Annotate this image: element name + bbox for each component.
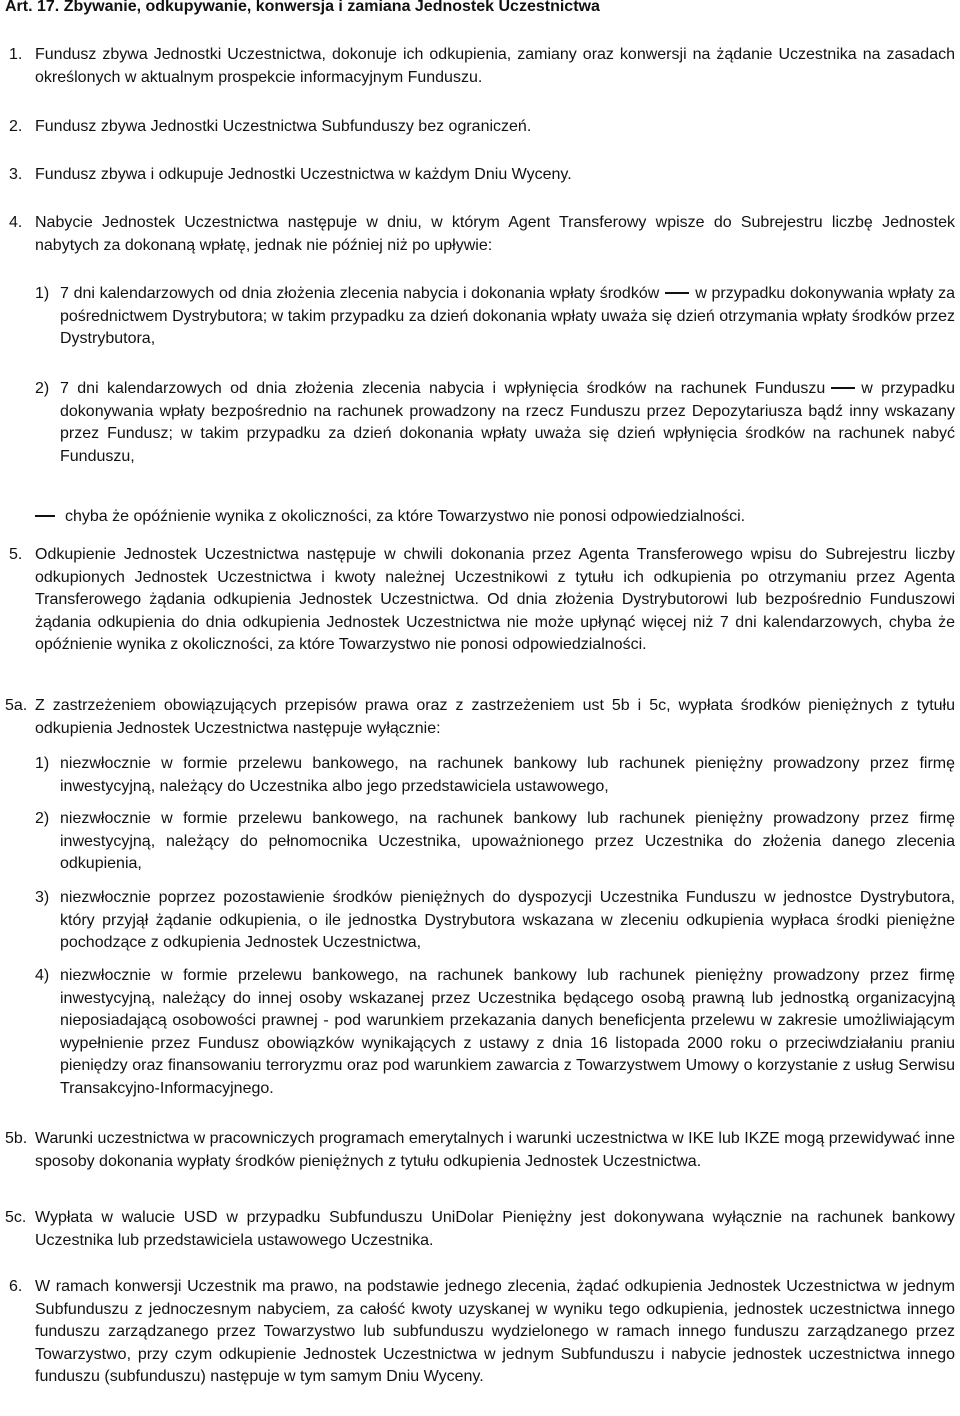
list-item-number: 2) bbox=[35, 380, 50, 397]
list-item-text-part: 7 dni kalendarzowych od dnia złożenia zlecenia nabycia i dokonania wpłaty środków bbox=[60, 285, 660, 302]
paragraph-text: Fundusz zbywa Jednostki Uczestnictwa, dokonuje ich odkupienia, zamiany oraz konwersji na żądanie Uczestnika na zasadach określonych w aktualnym prospekcie informacyjnym Funduszu. bbox=[35, 46, 955, 86]
paragraph-number: 5b. bbox=[5, 1130, 28, 1147]
paragraph-text: Fundusz zbywa i odkupuje Jednostki Uczestnictwa w każdym Dniu Wyceny. bbox=[35, 166, 572, 183]
list-item-number: 2) bbox=[35, 810, 50, 827]
list-item-text bbox=[60, 283, 955, 351]
article-title: Art. 17. Zbywanie, odkupywanie, konwersja i zamiana Jednostek Uczestnictwa bbox=[5, 0, 600, 15]
paragraph-text: W ramach konwersji Uczestnik ma prawo, na podstawie jednego zlecenia, żądać odkupienia Jednostek Uczestnictwa w jednym Subfunduszu z jednoczesnym nabyciem, za całość kwoty uzyskanej w wyniku tego odkupienia, jednostek uczestnictwa innego funduszu zarządzanego przez Towarzystwo lub subfunduszu wydzielonego w ramach innego funduszu zarządzanego przez Towarzystwo, przy czym odkupienie Jednostek Uczestnictwa w jednym Subfunduszu i nabycie jednostek uczestnictwa innego funduszu (subfunduszu) następuje w tym samym Dniu Wyceny. bbox=[35, 1278, 955, 1386]
list-item-text: niezwłocznie poprzez pozostawienie środków pieniężnych do dyspozycji Uczestnika Funduszu w jednostce Dystrybutora, który przyjął żądanie odkupienia, o ile jednostka Dystrybutora wskazana w zleceniu odkupienia wypłaca środki pieniężne pochodzące z odkupienia Jednostek Uczestnictwa, bbox=[60, 889, 955, 952]
paragraph-number: 5a. bbox=[5, 697, 28, 714]
paragraph-number: 4. bbox=[9, 214, 23, 231]
paragraph-text: Warunki uczestnictwa w pracowniczych programach emerytalnych i warunki uczestnictwa w IKE lub IKZE mogą przewidywać inne sposoby dokonania wypłaty środków pieniężnych z tytułu odkupienia Jednostek Uczestnictwa. bbox=[35, 1130, 955, 1170]
paragraph-tail bbox=[35, 506, 745, 529]
list-item-number: 1) bbox=[35, 755, 50, 772]
paragraph-text: Z zastrzeżeniem obowiązujących przepisów prawa oraz z zastrzeżeniem ust 5b i 5c, wypłata środków pieniężnych z tytułu odkupienia Jednostek Uczestnictwa następuje wyłącznie: bbox=[35, 697, 955, 737]
paragraph-number: 2. bbox=[9, 118, 23, 135]
list-item-number: 3) bbox=[35, 889, 50, 906]
list-item-number: 1) bbox=[35, 285, 50, 302]
list-item-number: 4) bbox=[35, 967, 50, 984]
paragraph-number: 6. bbox=[9, 1278, 23, 1295]
paragraph-text: Fundusz zbywa Jednostki Uczestnictwa Subfunduszy bez ograniczeń. bbox=[35, 118, 532, 135]
list-item-text: niezwłocznie w formie przelewu bankowego, na rachunek bankowy lub rachunek pieniężny prowadzony przez firmę inwestycyjną, należący do innej osoby wskazanej przez Uczestnika będącego osobą prawną lub jednostką organizacyjną nieposiadającą osobowości prawnej - pod warunkiem przekazania danych beneficjenta przelewu w zakresie umożliwiającym wypełnienie przez Fundusz obowiązków wynikających z ustawy z dnia 16 listopada 2000 roku o przeciwdziałaniu praniu pieniędzy oraz finansowaniu terroryzmu oraz pod warunkiem zawarcia z Towarzystwem Umowy o korzystanie z usług Serwisu Transakcyjno-Informacyjnego. bbox=[60, 967, 955, 1097]
list-item-text bbox=[60, 378, 955, 468]
paragraph-text: Wypłata w walucie USD w przypadku Subfunduszu UniDolar Pieniężny jest dokonywana wyłącznie na rachunek bankowy Uczestnika lub przedstawiciela ustawowego Uczestnika. bbox=[35, 1209, 955, 1249]
paragraph-tail-text: chyba że opóźnienie wynika z okoliczności, za które Towarzystwo nie ponosi odpowiedzialności. bbox=[65, 508, 746, 525]
list-item-text-part: w przypadku dokonywania wpłaty za pośrednictwem Dystrybutora; w takim przypadku za dzień dokonania wpłaty uważa się dzień otrzymania wpłaty środków przez Dystrybutora, bbox=[60, 285, 955, 348]
paragraph-text: Nabycie Jednostek Uczestnictwa następuje w dniu, w którym Agent Transferowy wpisze do Subrejestru liczbę Jednostek nabytych za dokonaną wpłatę, jednak nie później niż po upływie: bbox=[35, 214, 955, 254]
paragraph-number: 1. bbox=[9, 46, 23, 63]
paragraph-number: 3. bbox=[9, 166, 23, 183]
list-item-text: niezwłocznie w formie przelewu bankowego, na rachunek bankowy lub rachunek pieniężny prowadzony przez firmę inwestycyjną, należący do pełnomocnika Uczestnika, upoważnionego przez Uczestnika do złożenia danego zlecenia odkupienia, bbox=[60, 810, 955, 873]
dash-separator bbox=[831, 387, 855, 389]
list-item-text-part: w przypadku dokonywania wpłaty bezpośrednio na rachunek prowadzony na rzecz Funduszu przez Depozytariusza bądź inny wskazany przez Fundusz; w takim przypadku za dzień dokonania wpłaty uważa się dzień wpłynięcia środków na rachunek nabyć Funduszu, bbox=[60, 380, 955, 465]
dash-separator bbox=[665, 292, 689, 294]
paragraph-number: 5. bbox=[9, 546, 23, 563]
paragraph-text: Odkupienie Jednostek Uczestnictwa następuje w chwili dokonania przez Agenta Transferowego wpisu do Subrejestru liczby odkupionych Jednostek Uczestnictwa i kwoty należnej Uczestnikowi z tytułu ich odkupienia po otrzymaniu przez Agenta Transferowego żądania odkupienia Jednostek Uczestnictwa. Od dnia złożenia Dystrybutorowi lub bezpośrednio Funduszowi żądania odkupienia do dnia odkupienia Jednostek Uczestnictwa nie może upłynąć więcej niż 7 dni kalendarzowych, chyba że opóźnienie wynika z okoliczności, za które Towarzystwo nie ponosi odpowiedzialności. bbox=[35, 546, 955, 654]
list-item-text-part: 7 dni kalendarzowych od dnia złożenia zlecenia nabycia i wpłynięcia środków na rachunek Funduszu bbox=[60, 380, 826, 397]
dash-separator bbox=[35, 515, 55, 517]
list-item-text: niezwłocznie w formie przelewu bankowego, na rachunek bankowy lub rachunek pieniężny prowadzony przez firmę inwestycyjną, należący do Uczestnika albo jego przedstawiciela ustawowego, bbox=[60, 755, 955, 795]
paragraph-number: 5c. bbox=[5, 1209, 27, 1226]
